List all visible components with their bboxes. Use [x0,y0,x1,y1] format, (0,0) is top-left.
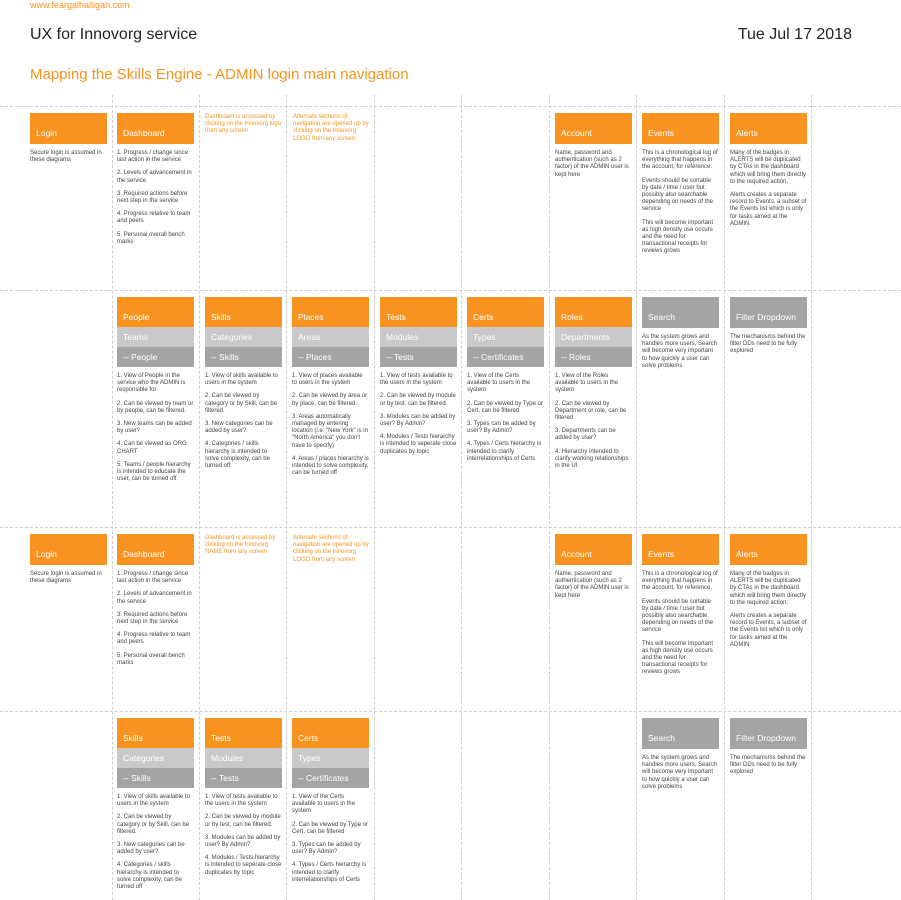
filter-dropdown-node [730,297,807,362]
people-level[interactable]: -- People [117,347,194,367]
departments-level[interactable]: Departments [555,327,632,347]
roles-note: 1. View of the Roles available to users in the system [555,373,619,394]
skills-note: 2. Can be viewed by category or by Skill, can be filtered. [205,393,278,414]
tests-note: 3. Modules can be added by user? By Admin? [205,834,281,849]
dashboard-note: 2. Levels of advancement in the service [117,591,192,605]
places-note: 3. Areas automatically managed by entering location (i.e. "New York" is in "North America" you don't have to specify) [292,413,368,449]
dashboard-header[interactable]: Dashboard [117,113,194,144]
people-note: 4. Can be viewed as ORG CHART [117,441,187,455]
dashboard-note: 4. Progress relative to team and peers [117,211,191,225]
certs-header[interactable]: Certs [467,297,544,327]
places-note: 4. Areas / places hierarchy is intended to solve complexity, can be turned off [292,455,369,477]
page-title: UX for Innovorg service [30,26,198,43]
grid-line [112,95,113,900]
diagram-subtitle: Mapping the Skills Engine - ADMIN login main navigation [30,66,409,83]
skills-level[interactable]: -- Skills [205,347,282,367]
alerts-header[interactable]: Alerts [730,534,807,565]
skills-node [117,718,194,897]
search-header[interactable]: Search [642,718,719,749]
grid-line [811,95,812,900]
account-header[interactable]: Account [555,113,632,144]
events-node [642,534,719,683]
certs-note: 1. View of the Certs available to users in the system [467,373,531,394]
filter-dropdown-header[interactable]: Filter Dropdown [730,718,807,749]
teams-level[interactable]: Teams [117,327,194,347]
places-header[interactable]: Places [292,297,369,327]
categories-level[interactable]: Categories [117,748,194,768]
roles-note: 2. Can be viewed by Department or role, can be filtered [555,400,627,422]
skills-note: 3. New categories can be added by user? [117,842,185,856]
filter-note: The mechanisms behind the filter DDs need to be fully explored [730,755,806,776]
skills-note: 2. Can be viewed by category or by Skill, can be filtered. [117,814,190,835]
filter-dropdown-header[interactable]: Filter Dropdown [730,297,807,328]
grid-line [461,95,462,900]
events-note: This will become important as high density use occurs and the need for transactional receipts for reviews grows [642,640,714,676]
events-note: This is a chronological log of everything that happens in the account, for reference. [642,150,718,171]
alerts-note: Alerts creates a separate record to Events, a subset of the Events list which is only for tasks aimed at the ADMIN [730,613,807,648]
tests-note: 4. Modules / Tests hierarchy is intended to seperate close duplicates by topic [380,434,457,455]
dashboard-note: 3. Required actions before next step in the service [117,190,188,205]
events-note: This is a chronological log of everything that happens in the account, for reference. [642,571,718,592]
roles-note: 4. Hierarchy intended to clarify working relationships in the UI [555,448,629,470]
modules-level[interactable]: Modules [205,748,282,768]
grid-line [549,95,550,900]
certificates-level[interactable]: -- Certificates [467,347,544,367]
dashboard-note: 5. Personal overall bench marks [117,652,185,666]
tests-level[interactable]: -- Tests [380,347,457,367]
tests-note: 2. Can be viewed by module or by test, can be filtered. [380,393,456,407]
people-note: 2. Can be viewed by team or by people, can be filtered. [117,400,194,414]
search-note: As the system grows and handles more users, Search will become very important to how quickly a user can solve problems [642,755,718,790]
certs-note: 3. Types can be added by user? By Admin? [292,842,361,856]
login-note: Secure login is assumed in these diagrams [30,150,102,164]
filter-dropdown-node [730,718,807,783]
grid-line [286,95,287,900]
grid-line [724,95,725,900]
search-note: As the system grows and handles more users, Search will become very important to how quickly a user can solve problems [642,334,718,369]
grid-line [374,95,375,900]
account-node [555,113,632,185]
places-level[interactable]: -- Places [292,347,369,367]
alerts-node [730,113,807,234]
roles-node [555,297,632,476]
types-level[interactable]: Types [467,327,544,347]
grid-line [0,290,901,291]
tests-note: 3. Modules can be added by user? By Admin? [380,413,456,428]
logo-access-note: Alternate sections of navigation are opened up by clicking on the Innovorg LOGO from any screen [293,114,369,142]
events-note: This will become important as high density use occurs and the need for transactional receipts for reviews grows [642,219,714,255]
people-note: 1. View of People in the service who the ADMIN is responsible for [117,373,186,394]
people-note: 3. New teams can be added by user? [117,421,192,435]
modules-level[interactable]: Modules [380,327,457,347]
dashboard-note: 3. Required actions before next step in the service [117,611,188,626]
certs-node [467,297,544,469]
filter-note: The mechanisms behind the filter DDs need to be fully explored [730,334,806,355]
certs-note: 3. Types can be added by user? By Admin? [467,421,536,435]
people-note: 5. Teams / people hierarchy is intended to educate the user, can be turned off [117,461,191,483]
tests-note: 1. View of tests available to the users in the system [205,794,278,808]
account-note: Name, password and authentication (such as 2 factor) of the ADMIN user is kept here [555,571,629,599]
certs-note: 1. View of the Certs available to users in the system [292,794,356,815]
certs-note: 4. Types / Certs hierarchy is intended to clarify interrelationships of Certs [292,862,367,883]
dashboard-note: 1. Progress / change since last action in the service [117,150,189,164]
skills-note: 1. View of skills available to users in the system [205,373,278,387]
skills-note: 4. Categories / skills hierarchy is intended to solve complexity, can be turned off [205,441,270,470]
account-header[interactable]: Account [555,534,632,565]
places-note: 1. View of places available to users in the system [292,373,363,387]
skills-header[interactable]: Skills [205,297,282,327]
search-node [642,718,719,797]
people-header[interactable]: People [117,297,194,327]
dashboard-note: 4. Progress relative to team and peers [117,632,191,646]
certs-note: 2. Can be viewed by Type or Cert, can be filtered [467,400,543,414]
events-note: Events should be sortable by date / time / user but possibly also searchable depending on needs of the service [642,177,714,213]
login-header[interactable]: Login [30,113,107,144]
alerts-note: Many of the badges in ALERTS will be duplicated by CTAs in the dashboard which will bring them directly to the required action. [730,571,807,606]
search-header[interactable]: Search [642,297,719,328]
dashboard-note: 2. Levels of advancement in the service [117,170,192,184]
dashboard-access-note: Dashboard is accessed by clicking on the Innovorg logo from any screen [205,114,282,135]
dashboard-node [117,113,194,252]
areas-level[interactable]: Areas [292,327,369,347]
events-header[interactable]: Events [642,113,719,144]
tests-note: 2. Can be viewed by module or by test, can be filtered. [205,814,281,828]
tests-node [205,718,282,883]
tests-level[interactable]: -- Tests [205,768,282,788]
grid-line [0,527,901,528]
skills-note: 4. Categories / skills hierarchy is intended to solve complexity, can be turned off [117,862,182,891]
certs-note: 4. Types / Certs hierarchy is intended to clarify interrelationships of Certs [467,441,542,462]
alerts-header[interactable]: Alerts [730,113,807,144]
tests-node [380,297,457,462]
dashboard-header[interactable]: Dashboard [117,534,194,565]
categories-level[interactable]: Categories [205,327,282,347]
search-node [642,297,719,376]
skills-note: 1. View of skills available to users in the system [117,794,190,808]
skills-level[interactable]: -- Skills [117,768,194,788]
places-note: 2. Can be viewed by area or by place, can be filtered. [292,393,368,407]
events-node [642,113,719,262]
login-node [30,113,107,170]
alerts-note: Alerts creates a separate record to Events, a subset of the Events list which is only for tasks aimed at the ADMIN [730,192,807,227]
dashboard-node [117,534,194,673]
roles-note: 3. Departments can be added by user? [555,428,616,442]
roles-level[interactable]: -- Roles [555,347,632,367]
login-header[interactable]: Login [30,534,107,565]
events-note: Events should be sortable by date / time / user but possibly also searchable depending on needs of the service [642,598,714,634]
certs-header[interactable]: Certs [292,718,369,748]
tests-header[interactable]: Tests [380,297,457,327]
grid-line [0,106,901,107]
certs-node [292,718,369,890]
site-url[interactable]: www.feargalhalligan.com [30,0,130,10]
roles-header[interactable]: Roles [555,297,632,327]
skills-header[interactable]: Skills [117,718,194,748]
certificates-level[interactable]: -- Certificates [292,768,369,788]
events-header[interactable]: Events [642,534,719,565]
dashboard-access-note: Dashboard is accessed by clicking on the Innovorg NAME from any screen [205,535,276,556]
tests-note: 1. View of tests available to the users in the system [380,373,453,387]
login-node [30,534,107,591]
alerts-note: Many of the badges in ALERTS will be duplicated by CTAs in the dashboard which will bring them directly to the required action. [730,150,807,185]
grid-line [199,95,200,900]
logo-access-note: Alternate sections of navigation are opened up by clicking on the Innovorg LOGO from any screen [293,535,369,563]
skills-note: 3. New categories can be added by user? [205,421,273,435]
certs-note: 2. Can be viewed by Type or Cert, can be filtered [292,821,368,835]
grid-line [636,95,637,900]
account-note: Name, password and authentication (such as 2 factor) of the ADMIN user is kept here [555,150,629,178]
grid-line [0,711,901,712]
login-note: Secure login is assumed in these diagrams [30,571,102,585]
account-node [555,534,632,606]
types-level[interactable]: Types [292,748,369,768]
alerts-node [730,534,807,655]
people-node [117,297,194,489]
dashboard-note: 1. Progress / change since last action in the service [117,571,189,585]
dashboard-note: 5. Personal overall bench marks [117,231,185,245]
tests-note: 4. Modules / Tests hierarchy is intended to seperate close duplicates by topic [205,855,282,876]
tests-header[interactable]: Tests [205,718,282,748]
date-label: Tue Jul 17 2018 [737,26,852,43]
skills-node [205,297,282,476]
places-node [292,297,369,483]
